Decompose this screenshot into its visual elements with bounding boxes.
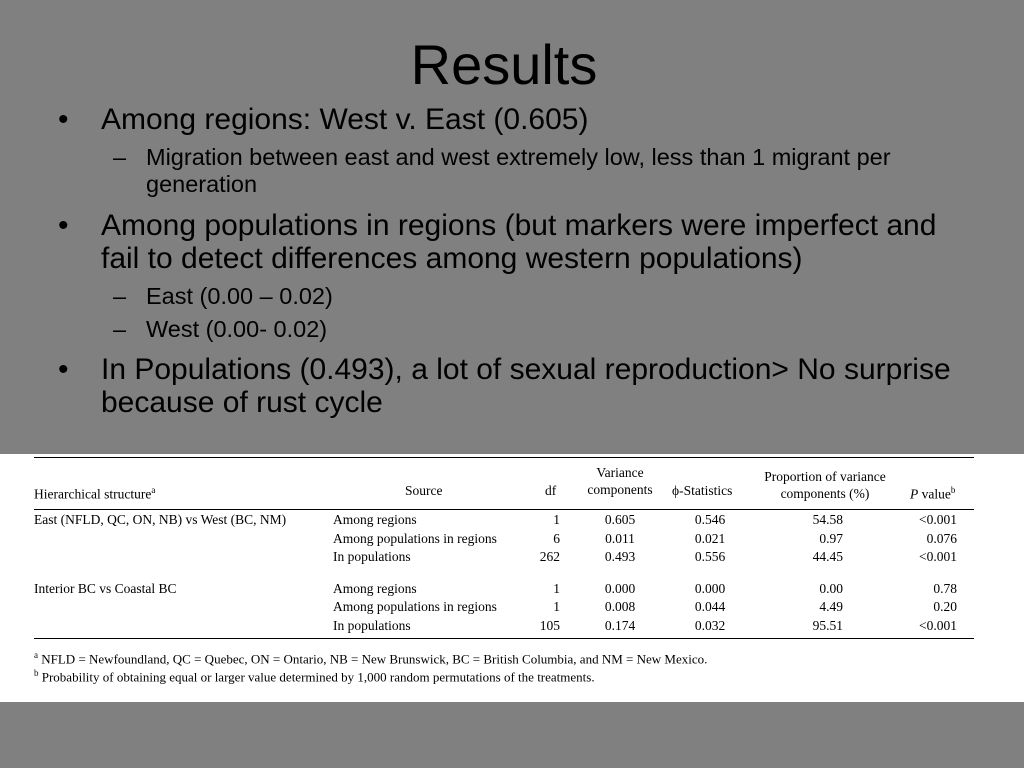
cell-p-value: 0.20	[933, 599, 957, 614]
header-structure: Hierarchical structure$^a$	[34, 485, 156, 502]
cell-variance: 0.493	[604, 549, 636, 564]
bullet-in-populations	[0, 353, 1024, 419]
bullet-dot-icon: •	[58, 103, 69, 136]
dash-icon: –	[113, 144, 127, 170]
slide-bottom-band	[0, 702, 1024, 768]
bullet-text: In Populations (0.493), a lot of sexual reproduction> No surprise because of rust cycle	[101, 353, 951, 419]
bullet-among-regions	[0, 103, 1024, 136]
bullet-text: Among regions: West v. East (0.605)	[101, 103, 589, 136]
cell-df: 1	[553, 512, 560, 527]
cell-proportion: 54.58	[812, 512, 843, 527]
amova-table	[0, 454, 1024, 702]
cell-phi: 0.032	[694, 618, 726, 633]
cell-p-value: <0.001	[919, 512, 957, 527]
cell-p-value: <0.001	[919, 549, 957, 564]
cell-variance: 0.000	[604, 581, 636, 596]
cell-variance: 0.605	[604, 512, 636, 527]
cell-df: 262	[539, 549, 560, 564]
cell-phi: 0.000	[694, 581, 726, 596]
cell-variance: 0.008	[604, 599, 636, 614]
cell-proportion: 95.51	[812, 618, 843, 633]
cell-p-value: <0.001	[919, 618, 957, 633]
table-bottom-rule	[34, 638, 974, 639]
sub-bullet-migration	[0, 144, 1024, 198]
bullet-dot-icon: •	[58, 353, 69, 386]
cell-source: Among populations in regions	[333, 531, 497, 546]
sub-bullet-west	[0, 316, 1024, 343]
cell-phi: 0.556	[694, 549, 726, 564]
sub-bullet-text: Migration between east and west extremely low, less than 1 migrant per generation	[146, 144, 891, 197]
cell-df: 1	[553, 581, 560, 596]
group-structure-east-west: East (NFLD, QC, ON, NB) vs West (BC, NM)	[34, 512, 287, 527]
cell-proportion: 4.49	[819, 599, 843, 614]
cell-source: In populations	[333, 549, 411, 564]
cell-source: Among populations in regions	[333, 599, 497, 614]
sub-bullet-text: East (0.00 – 0.02)	[146, 283, 333, 309]
footnote-a: $^a$ NFLD = Newfoundland, QC = Quebec, ON = Ontario, NB = New Brunswick, BC = British Columbia, and NM = New Mexico.	[34, 650, 708, 667]
cell-source: Among regions	[333, 512, 417, 527]
slide-title: Results	[410, 33, 598, 96]
footnote-b: $^b$ Probability of obtaining equal or larger value determined by 1,000 random permutations of the treatments.	[34, 668, 595, 685]
cell-source: In populations	[333, 618, 411, 633]
cell-p-value: 0.076	[926, 531, 957, 546]
cell-proportion: 0.00	[819, 581, 843, 596]
cell-source: Among regions	[333, 581, 417, 596]
cell-variance: 0.011	[605, 531, 635, 546]
cell-p-value: 0.78	[933, 581, 957, 596]
cell-phi: 0.021	[694, 531, 726, 546]
cell-df: 1	[553, 599, 560, 614]
dash-icon: –	[113, 316, 127, 342]
header-variance: Variance components	[587, 465, 653, 497]
header-phi: ϕ-Statistics	[672, 483, 733, 498]
header-p-value: P value$^b$	[910, 485, 956, 502]
header-proportion: Proportion of variance components (%)	[764, 469, 886, 501]
table-top-rule	[34, 457, 974, 458]
cell-proportion: 0.97	[819, 531, 843, 546]
cell-df: 6	[553, 531, 560, 546]
sub-bullet-text: West (0.00- 0.02)	[146, 316, 328, 342]
cell-proportion: 44.45	[812, 549, 843, 564]
header-source: Source	[405, 483, 443, 498]
cell-phi: 0.044	[694, 599, 726, 614]
cell-variance: 0.174	[604, 618, 636, 633]
dash-icon: –	[113, 283, 127, 309]
sub-bullet-east	[0, 283, 1024, 310]
bullet-text: Among populations in regions (but markers were imperfect and fail to detect differences among western populations)	[101, 209, 937, 275]
group-structure-interior-coastal: Interior BC vs Coastal BC	[34, 581, 177, 596]
cell-df: 105	[539, 618, 560, 633]
header-df: df	[545, 483, 557, 498]
bullet-list	[0, 103, 1024, 419]
cell-phi: 0.546	[694, 512, 726, 527]
bullet-dot-icon: •	[58, 209, 69, 242]
bullet-among-populations	[0, 209, 1024, 275]
